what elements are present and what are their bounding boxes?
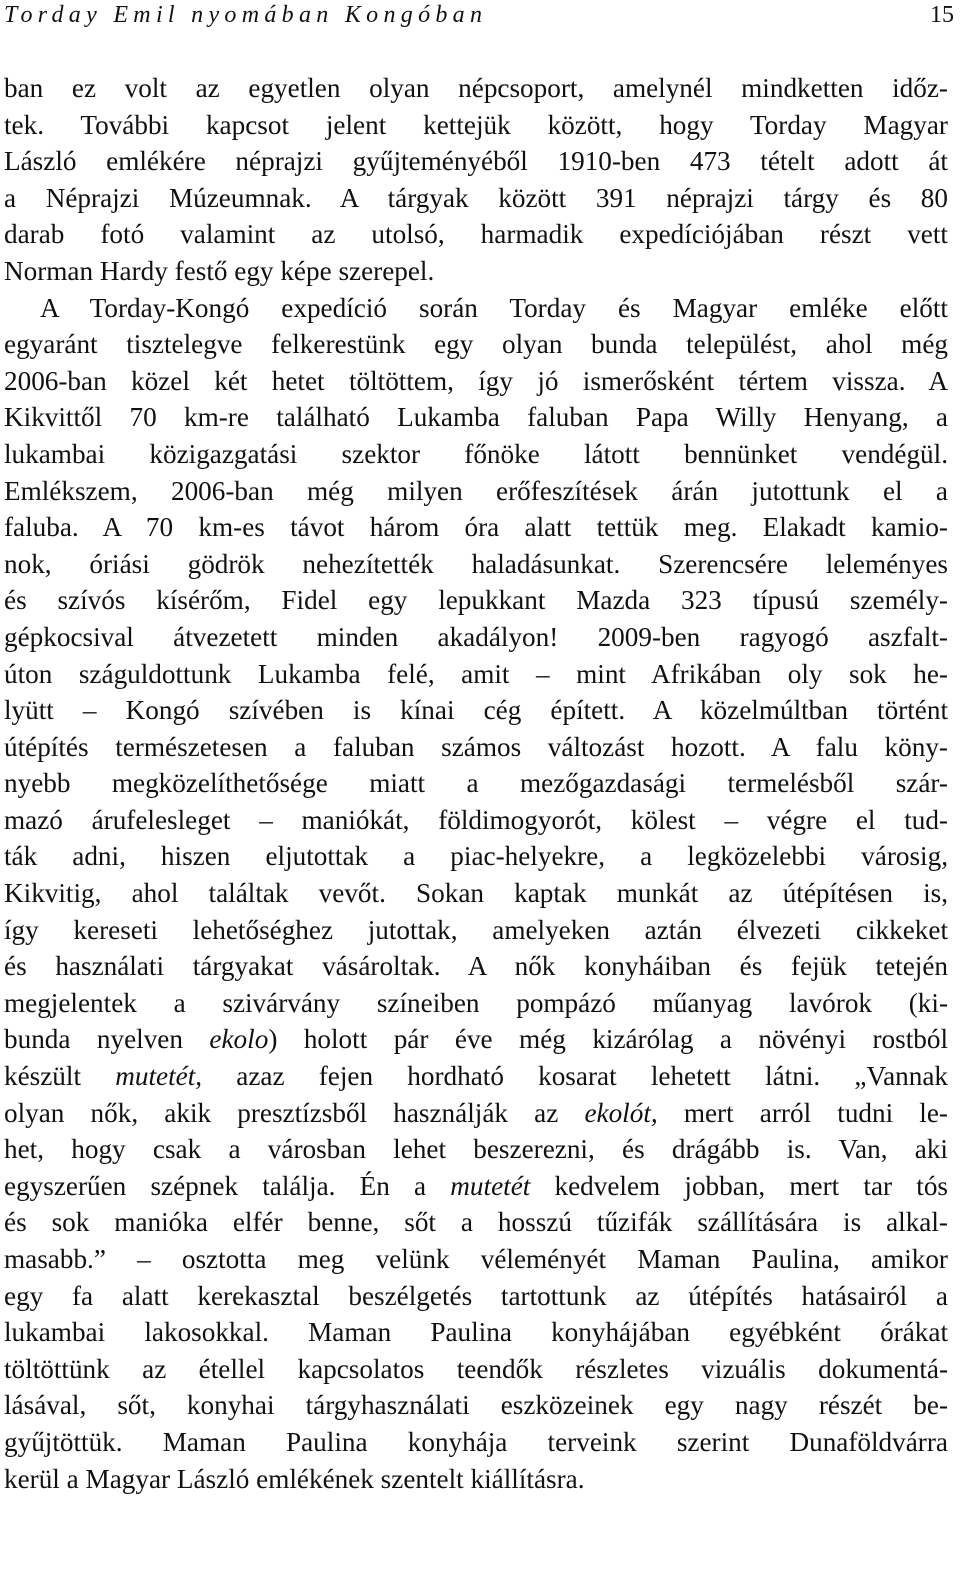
text-line: Norman Hardy festő egy képe szerepel. bbox=[4, 255, 435, 286]
text-line: nyebb megközelíthetősége miatt a mezőgazdasági termelésből szár- bbox=[4, 768, 948, 799]
text-run: kedvelem jobban, mert tar tós bbox=[530, 1170, 948, 1201]
text-line: masabb.” – osztotta meg velünk véleményét Maman Paulina, amikor bbox=[4, 1244, 948, 1274]
text-line bbox=[4, 1168, 948, 1205]
page-header bbox=[4, 0, 954, 32]
text-line: a Néprajzi Múzeumnak. A tárgyak között 391 néprajzi tárgy és 80 bbox=[4, 182, 948, 213]
italic-term: mutetét bbox=[115, 1061, 196, 1092]
text-line: lukambai közigazgatási szektor főnöke látott bennünket vendégül. bbox=[4, 438, 948, 469]
italic-term: ekolót, bbox=[584, 1097, 658, 1128]
text-line: Kikvittől 70 km-re található Lukamba faluban Papa Willy Henyang, a bbox=[4, 402, 948, 433]
text-run: ) holott pár éve még kizárólag a növényi rostból bbox=[268, 1024, 948, 1055]
text-line: Kikvitig, ahol találtak vevőt. Sokan kaptak munkát az útépítésen is, bbox=[4, 878, 948, 909]
text-line: és használati tárgyakat vásároltak. A nők konyháiban és fejük tetején bbox=[4, 951, 948, 982]
text-line: nok, óriási gödrök nehezítették haladásunkat. Szerencsére leleményes bbox=[4, 548, 948, 579]
text-line: ban ez volt az egyetlen olyan népcsoport, amelynél mindketten időz- bbox=[4, 73, 948, 103]
text-line: egyaránt tisztelegve felkerestünk egy olyan bunda települést, ahol még bbox=[4, 329, 948, 360]
text-line: kerül a Magyar László emlékének szentelt kiállításra. bbox=[4, 1463, 585, 1494]
text-line: faluba. A 70 km-es távot három óra alatt tettük meg. Elakadt kamio- bbox=[4, 512, 948, 543]
running-title: Torday Emil nyomában Kongóban bbox=[4, 2, 488, 28]
text-run: készült bbox=[4, 1061, 116, 1092]
italic-term: ekolo bbox=[209, 1024, 269, 1055]
text-line: lyütt – Kongó szívében is kínai cég épített. A közelmúltban történt bbox=[4, 695, 948, 726]
text-line: lukambai lakosokkal. Maman Paulina konyhájában egyébként órákat bbox=[4, 1317, 948, 1348]
text-line: 2006-ban közel két hetet töltöttem, így jó ismerősként tértem vissza. A bbox=[4, 365, 948, 396]
text-line: ták adni, hiszen eljutottak a piac-helyekre, a legközelebbi városig, bbox=[4, 841, 948, 872]
text-run: egyszerűen szépnek találja. Én a bbox=[4, 1170, 451, 1201]
text-run: , azaz fejen hordható kosarat lehetett látni. „Vannak bbox=[195, 1061, 948, 1092]
text-line: és sok manióka elfér benne, sőt a hosszú tűzifák szállítására is alkal- bbox=[4, 1207, 948, 1238]
text-line bbox=[4, 1058, 948, 1095]
text-line: tek. További kapcsot jelent kettejük között, hogy Torday Magyar bbox=[4, 109, 948, 140]
text-line: lásával, sőt, konyhai tárgyhasználati eszközeinek egy nagy részét be- bbox=[4, 1390, 948, 1421]
text-line: A Torday-Kongó expedíció során Torday és Magyar emléke előtt bbox=[40, 292, 948, 323]
text-line: gépkocsival átvezetett minden akadályon! 2009-ben ragyogó aszfalt- bbox=[4, 621, 948, 652]
text-line bbox=[4, 1021, 948, 1058]
text-run: olyan nők, akik presztízsből használják az bbox=[4, 1097, 585, 1128]
text-run: bunda nyelven bbox=[4, 1024, 210, 1055]
text-line: mazó árufelesleget – maniókát, földimogyorót, kölest – végre el tud- bbox=[4, 804, 948, 835]
text-line: útépítés természetesen a faluban számos változást hozott. A falu köny- bbox=[4, 731, 948, 762]
body-text bbox=[4, 70, 948, 1497]
text-line: így kereseti lehetőséghez jutottak, amelyeken aztán élvezeti cikkeket bbox=[4, 914, 948, 945]
text-line: Emlékszem, 2006-ban még milyen erőfeszítések árán jutottunk el a bbox=[4, 475, 948, 506]
page-number: 15 bbox=[930, 2, 954, 28]
text-line: töltöttünk az étellel kapcsolatos teendők részletes vizuális dokumentá- bbox=[4, 1353, 948, 1384]
text-line: darab fotó valamint az utolsó, harmadik expedíciójában részt vett bbox=[4, 219, 948, 250]
italic-term: mutetét bbox=[450, 1170, 531, 1201]
text-line: het, hogy csak a városban lehet beszerezni, és drágább is. Van, aki bbox=[4, 1134, 948, 1165]
text-line: úton száguldottunk Lukamba felé, amit – mint Afrikában oly sok he- bbox=[4, 658, 948, 689]
text-line: megjelentek a szivárvány színeiben pompázó műanyag lavórok (ki- bbox=[4, 987, 948, 1018]
text-run: mert arról tudni le- bbox=[657, 1097, 948, 1128]
text-line bbox=[4, 1095, 948, 1132]
text-line: gyűjtöttük. Maman Paulina konyhája terveink szerint Dunaföldvárra bbox=[4, 1426, 948, 1457]
text-line: László emlékére néprajzi gyűjteményéből 1910-ben 473 tételt adott át bbox=[4, 146, 948, 177]
text-line: egy fa alatt kerekasztal beszélgetés tartottunk az útépítés hatásairól a bbox=[4, 1280, 948, 1311]
text-line: és szívós kísérőm, Fidel egy lepukkant Mazda 323 típusú személy- bbox=[4, 585, 948, 616]
